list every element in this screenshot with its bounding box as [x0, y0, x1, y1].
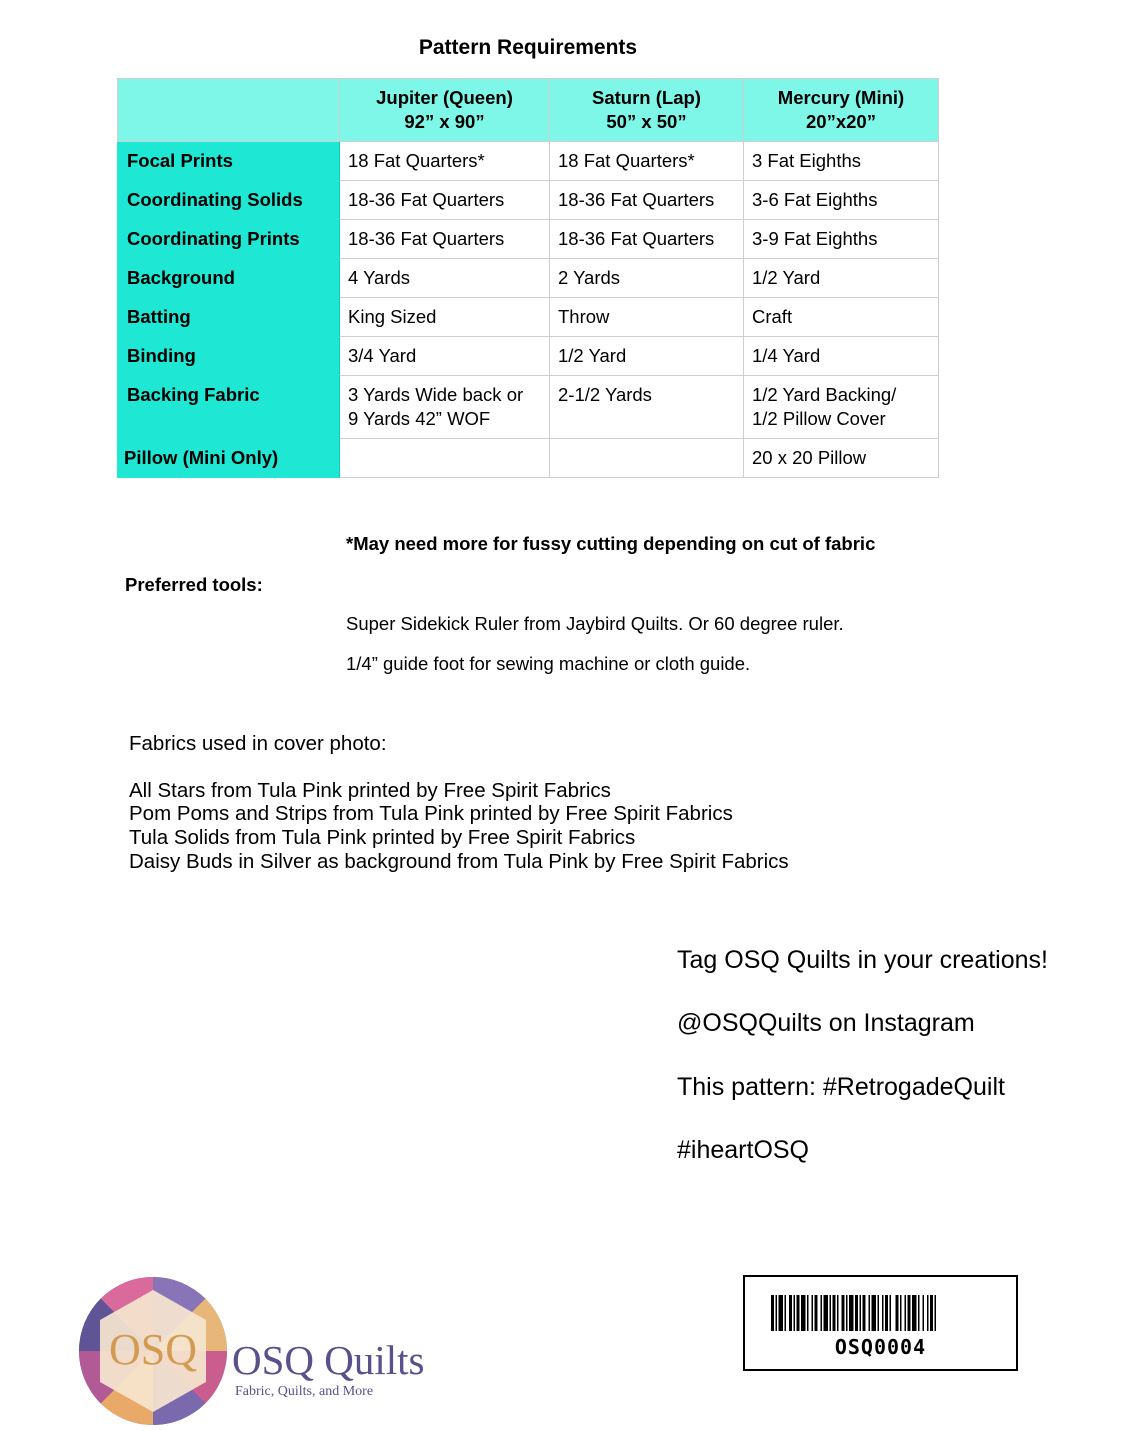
cell-line: 2 Yards: [558, 267, 621, 288]
fabric-item: Daisy Buds in Silver as background from Tula Pink by Free Spirit Fabrics: [129, 850, 789, 873]
brand-hashtag: #iheartOSQ: [677, 1136, 810, 1164]
header-empty-cell: [118, 79, 340, 142]
row-label: Batting: [118, 298, 340, 337]
social-tag-line: Tag OSQ Quilts in your creations!: [677, 946, 1048, 974]
table-cell: [340, 142, 550, 181]
cell-line: 1/2 Yard: [752, 267, 821, 288]
cell-line: 20 x 20 Pillow: [752, 447, 867, 468]
table-row: [118, 220, 939, 259]
table-cell: [550, 142, 744, 181]
pattern-hashtag: This pattern: #RetrogadeQuilt: [677, 1073, 1005, 1101]
fabric-item: Pom Poms and Strips from Tula Pink printed by Free Spirit Fabrics: [129, 802, 733, 825]
row-label: Background: [118, 259, 340, 298]
table-row: [118, 337, 939, 376]
row-label: Backing Fabric: [118, 376, 340, 439]
tool-item: 1/4” guide foot for sewing machine or cloth guide.: [346, 653, 751, 674]
table-row: [118, 298, 939, 337]
table-cell: [550, 337, 744, 376]
logo-monogram: OSQ: [108, 1325, 198, 1374]
tool-item: Super Sidekick Ruler from Jaybird Quilts. Or 60 degree ruler.: [346, 613, 844, 634]
cell-line: 18-36 Fat Quarters: [348, 189, 505, 210]
table-row: [118, 259, 939, 298]
row-label: Coordinating Prints: [118, 220, 340, 259]
cell-line: 3-6 Fat Eighths: [752, 189, 878, 210]
page-title: Pattern Requirements: [418, 36, 638, 59]
column-header-mercury: [744, 79, 939, 142]
row-label: Binding: [118, 337, 340, 376]
column-name: Mercury (Mini): [777, 87, 905, 108]
fabric-item: Tula Solids from Tula Pink printed by Free Spirit Fabrics: [129, 826, 636, 849]
table-cell: [550, 259, 744, 298]
cell-line: 1/2 Yard: [558, 345, 627, 366]
barcode-label: [743, 1275, 1018, 1371]
barcode-icon: [769, 1295, 995, 1331]
column-name: Saturn (Lap): [592, 87, 701, 108]
table-cell: [550, 439, 744, 478]
fabrics-heading: Fabrics used in cover photo:: [129, 732, 387, 755]
table-cell: [550, 181, 744, 220]
table-cell: [744, 337, 939, 376]
cell-line: 1/2 Yard Backing/: [752, 384, 897, 405]
footnote: *May need more for fussy cutting depending on cut of fabric: [346, 533, 876, 554]
cell-line: Throw: [558, 306, 610, 327]
column-size: 20”x20”: [806, 111, 876, 132]
row-label: Coordinating Solids: [118, 181, 340, 220]
cell-line: 18-36 Fat Quarters: [558, 189, 715, 210]
table-row: [118, 376, 939, 439]
cell-line: Craft: [752, 306, 793, 327]
table-cell: [550, 298, 744, 337]
tools-heading: Preferred tools:: [125, 574, 263, 595]
cell-line: 18 Fat Quarters*: [558, 150, 695, 171]
table-cell: [744, 376, 939, 439]
table-row: [118, 181, 939, 220]
osq-logo: [78, 1276, 228, 1426]
logo-emblem-icon: [78, 1276, 228, 1426]
table-cell: [744, 298, 939, 337]
table-cell: [340, 439, 550, 478]
table-row: [118, 142, 939, 181]
table-cell: [744, 142, 939, 181]
brand-tagline: Fabric, Quilts, and More: [235, 1384, 374, 1399]
brand-name: OSQ Quilts: [232, 1337, 425, 1383]
column-size: 92” x 90”: [404, 111, 485, 132]
cell-line: 2-1/2 Yards: [558, 384, 652, 405]
column-size: 50” x 50”: [606, 111, 687, 132]
cell-line: 3-9 Fat Eighths: [752, 228, 878, 249]
fabric-item: All Stars from Tula Pink printed by Free Spirit Fabrics: [129, 779, 611, 802]
instagram-handle: @OSQQuilts on Instagram: [677, 1009, 975, 1037]
cell-line: King Sized: [348, 306, 437, 327]
table-cell: [744, 181, 939, 220]
cell-line: 18-36 Fat Quarters: [348, 228, 505, 249]
row-label: Focal Prints: [118, 142, 340, 181]
table-cell: [340, 298, 550, 337]
column-name: Jupiter (Queen): [376, 87, 513, 108]
table-header-row: [118, 79, 939, 142]
cell-line: 18-36 Fat Quarters: [558, 228, 715, 249]
column-header-jupiter: [340, 79, 550, 142]
barcode-number: OSQ0004: [834, 1335, 927, 1359]
table-cell: [550, 220, 744, 259]
table-cell: [340, 376, 550, 439]
cell-line: 1/4 Yard: [752, 345, 821, 366]
cell-line: 18 Fat Quarters*: [348, 150, 485, 171]
table-cell: [744, 439, 939, 478]
table-cell: [550, 376, 744, 439]
table-cell: [744, 259, 939, 298]
table-cell: [340, 337, 550, 376]
cell-line: 4 Yards: [348, 267, 411, 288]
cell-line: 9 Yards 42” WOF: [348, 408, 491, 429]
row-label: Pillow (Mini Only): [118, 439, 340, 478]
table-cell: [340, 220, 550, 259]
cell-line: 3 Fat Eighths: [752, 150, 862, 171]
cell-line: 1/2 Pillow Cover: [752, 408, 886, 429]
cell-line: 3 Yards Wide back or: [348, 384, 524, 405]
table-cell: [744, 220, 939, 259]
table-row: [118, 439, 939, 478]
column-header-saturn: [550, 79, 744, 142]
table-cell: [340, 181, 550, 220]
requirements-table: [117, 78, 939, 478]
cell-line: 3/4 Yard: [348, 345, 417, 366]
table-cell: [340, 259, 550, 298]
